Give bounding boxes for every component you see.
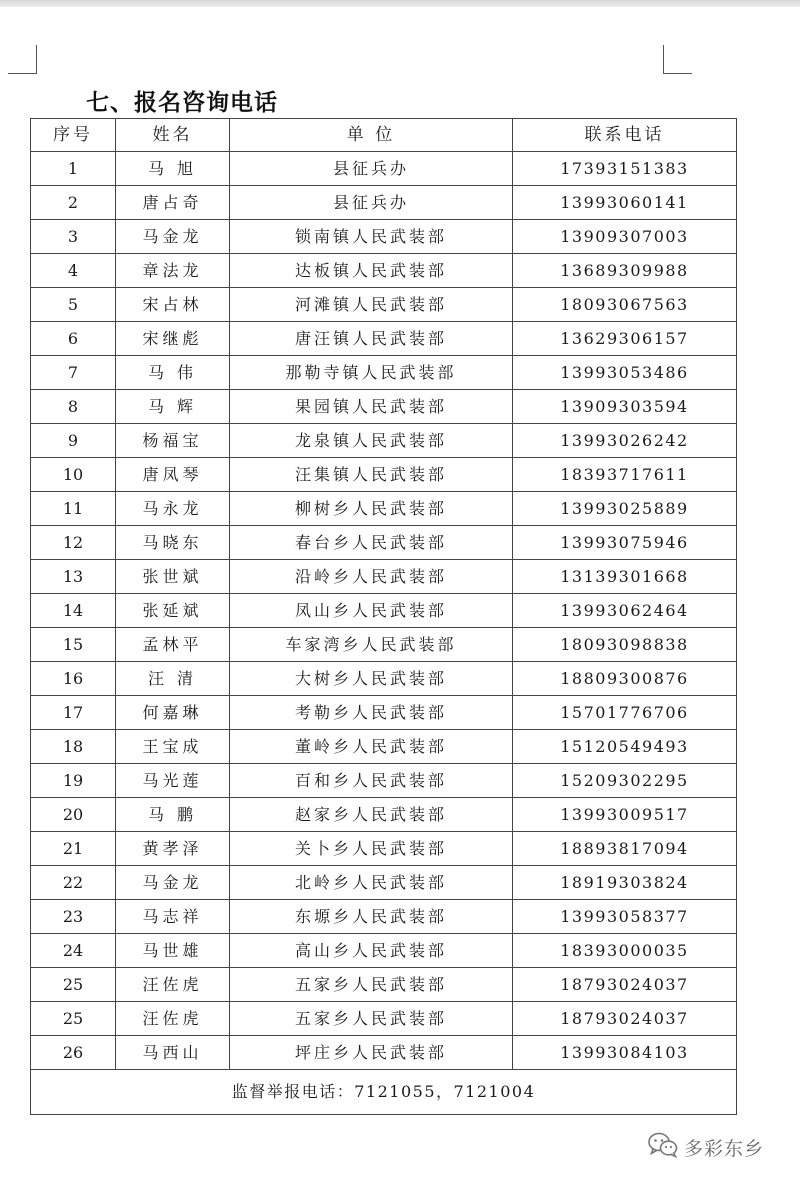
row-name: 马世雄 [116,934,230,968]
row-unit: 坪庄乡人民武装部 [230,1036,513,1070]
row-unit: 百和乡人民武装部 [230,764,513,798]
row-number: 23 [31,900,116,934]
row-unit: 沿岭乡人民武装部 [230,560,513,594]
table-row [31,730,737,764]
row-phone: 13993062464 [513,594,737,628]
row-unit: 赵家乡人民武装部 [230,798,513,832]
row-number: 7 [31,356,116,390]
row-unit: 县征兵办 [230,186,513,220]
row-unit: 县征兵办 [230,152,513,186]
row-number: 10 [31,458,116,492]
section-heading: 七、报名咨询电话 [86,90,278,116]
table-row [31,900,737,934]
row-name: 何嘉琳 [116,696,230,730]
row-phone: 18919303824 [513,866,737,900]
row-name: 孟林平 [116,628,230,662]
row-unit: 春台乡人民武装部 [230,526,513,560]
row-number: 3 [31,220,116,254]
row-name: 马 伟 [116,356,230,390]
row-number: 12 [31,526,116,560]
row-name: 王宝成 [116,730,230,764]
supervision-hotline: 监督举报电话：7121055，7121004 [31,1070,737,1115]
margin-corner-mark-left [8,45,37,74]
row-phone: 13993009517 [513,798,737,832]
row-number: 6 [31,322,116,356]
table-row [31,934,737,968]
row-phone: 18809300876 [513,662,737,696]
row-name: 马光莲 [116,764,230,798]
table-row [31,662,737,696]
table-row [31,424,737,458]
row-name: 马 辉 [116,390,230,424]
row-phone: 18793024037 [513,968,737,1002]
row-unit: 龙泉镇人民武装部 [230,424,513,458]
row-unit: 东塬乡人民武装部 [230,900,513,934]
row-name: 章法龙 [116,254,230,288]
row-name: 唐凤琴 [116,458,230,492]
table-row [31,390,737,424]
row-name: 马金龙 [116,866,230,900]
row-number: 25 [31,1002,116,1036]
row-phone: 13993026242 [513,424,737,458]
row-unit: 那勒寺镇人民武装部 [230,356,513,390]
table-header-row [31,119,737,152]
table-row [31,832,737,866]
row-name: 马晓东 [116,526,230,560]
header-name: 姓名 [116,119,230,152]
row-number: 24 [31,934,116,968]
watermark-text: 多彩东乡 [684,1137,765,1160]
row-number: 19 [31,764,116,798]
row-name: 宋继彪 [116,322,230,356]
table-row [31,254,737,288]
table-row [31,220,737,254]
row-phone: 13689309988 [513,254,737,288]
row-number: 22 [31,866,116,900]
row-unit: 汪集镇人民武装部 [230,458,513,492]
row-unit: 锁南镇人民武装部 [230,220,513,254]
row-phone: 15209302295 [513,764,737,798]
margin-corner-mark-right [663,45,692,74]
row-number: 20 [31,798,116,832]
table-row [31,492,737,526]
row-number: 18 [31,730,116,764]
table-row [31,628,737,662]
watermark [648,1133,764,1161]
table-row [31,764,737,798]
row-unit: 高山乡人民武装部 [230,934,513,968]
header-unit: 单 位 [230,119,513,152]
row-unit: 果园镇人民武装部 [230,390,513,424]
row-unit: 大树乡人民武装部 [230,662,513,696]
row-name: 汪 清 [116,662,230,696]
table-row [31,152,737,186]
table-row [31,458,737,492]
row-unit: 北岭乡人民武装部 [230,866,513,900]
row-phone: 13629306157 [513,322,737,356]
row-unit: 柳树乡人民武装部 [230,492,513,526]
row-unit: 河滩镇人民武装部 [230,288,513,322]
row-number: 4 [31,254,116,288]
row-number: 14 [31,594,116,628]
row-name: 马永龙 [116,492,230,526]
row-number: 25 [31,968,116,1002]
row-name: 汪佐虎 [116,1002,230,1036]
row-phone: 15701776706 [513,696,737,730]
row-number: 21 [31,832,116,866]
table-row [31,594,737,628]
row-number: 13 [31,560,116,594]
row-unit: 五家乡人民武装部 [230,1002,513,1036]
row-phone: 13993060141 [513,186,737,220]
row-unit: 凤山乡人民武装部 [230,594,513,628]
contact-table [30,118,737,1115]
row-name: 张延斌 [116,594,230,628]
table-row [31,560,737,594]
row-number: 16 [31,662,116,696]
row-number: 15 [31,628,116,662]
row-number: 17 [31,696,116,730]
row-unit: 达板镇人民武装部 [230,254,513,288]
row-phone: 18393717611 [513,458,737,492]
row-phone: 18793024037 [513,1002,737,1036]
row-number: 26 [31,1036,116,1070]
row-phone: 13993053486 [513,356,737,390]
row-phone: 13993075946 [513,526,737,560]
table-row [31,1002,737,1036]
row-number: 11 [31,492,116,526]
table-row [31,968,737,1002]
row-phone: 13993025889 [513,492,737,526]
row-name: 宋占林 [116,288,230,322]
row-name: 马金龙 [116,220,230,254]
row-phone: 13993084103 [513,1036,737,1070]
row-phone: 13139301668 [513,560,737,594]
row-name: 黄孝泽 [116,832,230,866]
row-phone: 15120549493 [513,730,737,764]
header-no: 序号 [31,119,116,152]
row-phone: 18093067563 [513,288,737,322]
row-name: 马西山 [116,1036,230,1070]
table-row [31,288,737,322]
row-number: 9 [31,424,116,458]
row-unit: 董岭乡人民武装部 [230,730,513,764]
row-phone: 18093098838 [513,628,737,662]
table-row [31,186,737,220]
table-row [31,866,737,900]
wechat-icon [648,1132,678,1162]
table-row [31,696,737,730]
row-name: 唐占奇 [116,186,230,220]
row-name: 杨福宝 [116,424,230,458]
row-name: 马志祥 [116,900,230,934]
table-row [31,1036,737,1070]
row-unit: 车家湾乡人民武装部 [230,628,513,662]
row-number: 5 [31,288,116,322]
row-name: 马 鹏 [116,798,230,832]
footer-row [31,1070,737,1115]
row-unit: 关卜乡人民武装部 [230,832,513,866]
header-phone: 联系电话 [513,119,737,152]
row-name: 马 旭 [116,152,230,186]
row-phone: 17393151383 [513,152,737,186]
row-unit: 考勒乡人民武装部 [230,696,513,730]
table-row [31,798,737,832]
row-unit: 五家乡人民武装部 [230,968,513,1002]
row-phone: 13993058377 [513,900,737,934]
row-number: 2 [31,186,116,220]
table-row [31,526,737,560]
row-name: 汪佐虎 [116,968,230,1002]
table-row [31,356,737,390]
row-name: 张世斌 [116,560,230,594]
row-phone: 18393000035 [513,934,737,968]
row-unit: 唐汪镇人民武装部 [230,322,513,356]
row-number: 1 [31,152,116,186]
row-phone: 18893817094 [513,832,737,866]
row-phone: 13909307003 [513,220,737,254]
row-phone: 13909303594 [513,390,737,424]
row-number: 8 [31,390,116,424]
top-edge [0,0,800,7]
table-row [31,322,737,356]
